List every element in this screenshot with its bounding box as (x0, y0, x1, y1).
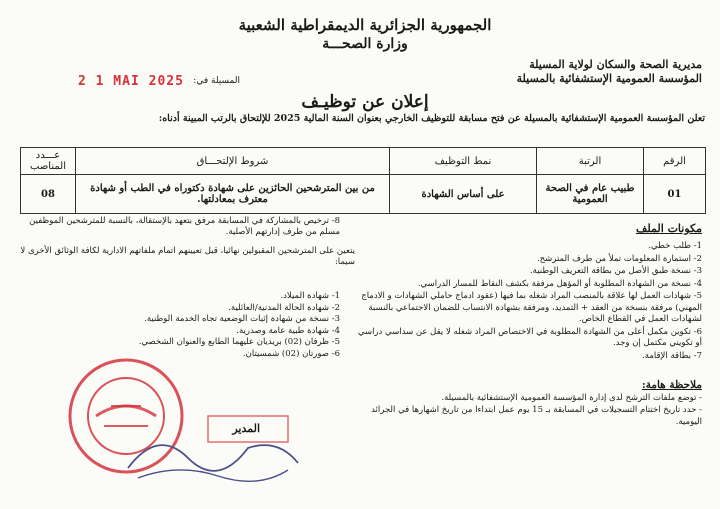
director-label: المدير (232, 422, 260, 435)
col-count: عـــدد المناصب (21, 148, 76, 175)
list-item: 1- شهادة الميلاد. (280, 291, 340, 301)
list-item: 4- نسخة من الشهادة المطلوبة أو المؤهل مرفقة بكشف النقاط للمسار الدراسي. (417, 278, 702, 289)
col-mode: نمط التوظيف (390, 148, 537, 175)
list-item: 3- نسخة من شهادة إثبات الوضعية تجاه الخدمة الوطنية. (144, 314, 340, 324)
list-item: 7- بطاقة الإقامة. (642, 350, 702, 361)
successful-candidates-note: يتعين على المترشحين المقبولين نهائيا، قبل تعيينهم اتمام ملفاتهم الادارية لكافة الوثائق الأخرى لا سيما: (20, 246, 355, 267)
director-signature (118, 408, 308, 488)
cell-count: 08 (21, 175, 76, 214)
col-num: الرقم (644, 148, 706, 175)
date-stamp: 2 1 MAI 2025 (78, 74, 184, 89)
cell-conditions: من بين المترشحين الحائزين على شهادة دكتوراه في الطب أو شهادة معترف بمعادلتها. (76, 175, 390, 214)
ministry-heading: وزارة الصحـــة (322, 36, 408, 52)
list-item: 3- نسخة طبق الأصل من بطاقة التعريف الوطنية. (529, 266, 702, 276)
file-components-list (357, 241, 702, 363)
directorate-line: مديرية الصحة والسكان لولاية المسيلة (529, 58, 702, 71)
cell-mode: على أساس الشهادة (390, 175, 537, 214)
list-item: 1- طلب خطي. (648, 241, 702, 251)
cell-rank: طبيب عام في الصحة العمومية (537, 175, 644, 214)
announcement-intro: تعلن المؤسسة العمومية الإستشفائية بالمسيلة عن فتح مسابقة للتوظيف الخارجي بعنوان السنة المالية 2025 للإلتحاق بالرتب المبينة أدناه: (158, 113, 705, 124)
col-conditions: شروط الإلتحـــاق (76, 148, 390, 175)
list-item: 6- صورتان (02) شمسيتان. (242, 348, 340, 359)
extra-documents-list (40, 291, 340, 360)
date-label: المسيلة في: (193, 76, 240, 86)
table-row (21, 175, 706, 214)
positions-table (20, 147, 706, 214)
important-note-title: ملاحظة هامة: (641, 379, 702, 391)
list-item: 6- تكوين مكمل أعلى من الشهادة المطلوبة في الاختصاص المراد شغله لا يقل عن سداسي دراسي أو تكويني مكتمل إن وجد. (357, 326, 702, 348)
list-item: - توضع ملفات الترشح لدى إدارة المؤسسة العمومية الإستشفائية بالمسيلة. (441, 393, 702, 403)
announcement-title: إعلان عن توظيـف (301, 92, 429, 112)
table-header-row (21, 148, 706, 175)
establishment-line: المؤسسة العمومية الإستشفائية بالمسيلة (516, 72, 702, 85)
file-components-title: مكونات الملف (635, 222, 702, 235)
condition-eight: 8- ترخيص بالمشاركة في المسابقة مرفق بتعهد بالإستقالة، بالنسبة للمترشحين الموظفين مسلم من طرف إدارتهم الأصلية. (29, 216, 340, 237)
list-item: 5- شهادات العمل لها علاقة بالمنصب المراد شغله بما فيها (عقود ادماج حاملي الشهادات و الادماج المهني) مرفقة بنسخة من العقد + التمديد، ومرفقة بشهادة الانتساب للضمان الاجتماعي بالنسبة لشهادات العمل في القطاع الخاص. (361, 291, 702, 324)
list-item: 5- ظرفان (02) بريديان عليهما الطابع والعنوان الشخصي. (138, 337, 340, 347)
list-item: 2- شهادة الحالة المدنية/العائلية. (228, 302, 340, 313)
important-notes-list (357, 392, 702, 428)
list-item: 2- استمارة المعلومات تملأ من طرف المترشح. (536, 253, 702, 264)
list-item: 4- شهادة طبية عامة وصدرية. (236, 325, 340, 336)
cell-num: 01 (644, 175, 706, 214)
republic-heading: الجمهورية الجزائرية الديمقراطية الشعبية (238, 16, 492, 34)
list-item: - حدد تاريخ اختتام التسجيلات في المسابقة بـ 15 يوم عمل ابتداءا من تاريخ اشهارها في الجرائد اليومية. (371, 405, 702, 427)
col-rank: الرتبة (537, 148, 644, 175)
